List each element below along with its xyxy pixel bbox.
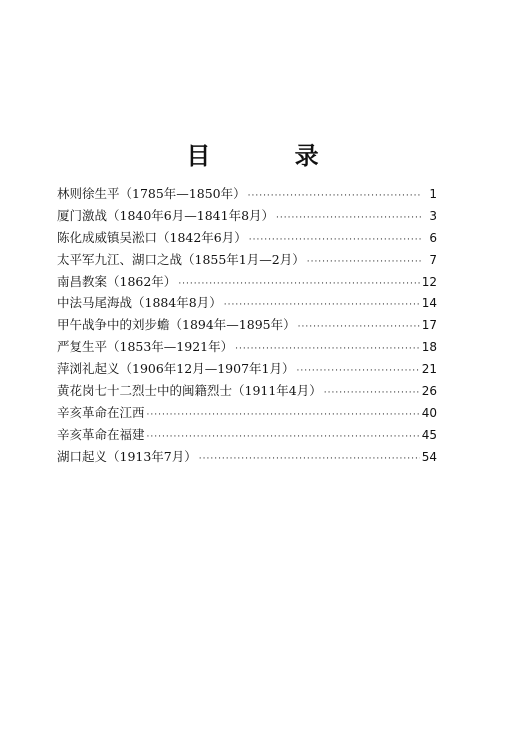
- toc-entry-page: 6: [429, 230, 437, 245]
- toc-entry-page: 54: [421, 449, 437, 464]
- toc-entry: [57, 293, 437, 315]
- toc-entry: [57, 403, 437, 425]
- toc-entry-page: 26: [421, 384, 437, 399]
- toc-entry-page: 40: [421, 405, 437, 420]
- toc-entry-title: 林则徐生平（1785年—1850年）: [57, 186, 246, 201]
- toc-entry: [57, 381, 437, 403]
- toc-entry-page: 12: [421, 274, 437, 289]
- toc-entry-title: 黄花岗七十二烈士中的闽籍烈士（1911年4月）: [57, 383, 322, 399]
- toc-entry-page: 14: [421, 296, 437, 311]
- toc-entry: [57, 359, 437, 381]
- toc-entry-page: 45: [421, 427, 437, 442]
- toc-entry-page: 18: [421, 340, 437, 355]
- dot-leader: [276, 213, 421, 223]
- toc-entry: [57, 228, 437, 250]
- toc-entry-title: 辛亥革命在福建: [57, 426, 145, 442]
- dot-leader: [307, 257, 421, 267]
- toc-entry: [57, 337, 437, 359]
- toc-entry-title: 萍浏礼起义（1906年12月—1907年1月）: [57, 361, 295, 377]
- toc-entry-title: 湖口起义（1913年7月）: [57, 448, 197, 464]
- table-of-contents: [57, 184, 437, 469]
- toc-entry-title: 厦门激战（1840年6月—1841年8月）: [57, 207, 275, 223]
- toc-entry-title: 甲午战争中的刘步蟾（1894年—1895年）: [57, 317, 296, 333]
- dot-leader: [249, 235, 421, 245]
- toc-entry-title: 中法马尾海战（1884年8月）: [57, 295, 222, 311]
- toc-entry-page: 1: [429, 187, 437, 201]
- toc-entry-title: 辛亥革命在江西: [57, 404, 145, 420]
- dot-leader: [178, 279, 419, 289]
- dot-leader: [147, 410, 420, 420]
- toc-entry: [57, 206, 437, 228]
- toc-entry-title: 太平军九江、湖口之战（1855年1月—2月）: [57, 251, 305, 267]
- dot-leader: [235, 344, 420, 354]
- toc-entry: [57, 425, 437, 447]
- toc-entry-title: 南昌教案（1862年）: [57, 273, 177, 289]
- dot-leader: [199, 454, 420, 464]
- dot-leader: [248, 191, 421, 201]
- dot-leader: [324, 388, 420, 398]
- toc-entry-title: 严复生平（1853年—1921年）: [57, 339, 234, 355]
- toc-entry: [57, 272, 437, 294]
- toc-entry: [57, 447, 437, 469]
- dot-leader: [296, 366, 419, 376]
- dot-leader: [147, 432, 420, 442]
- toc-entry: [57, 250, 437, 272]
- toc-entry-page: 7: [429, 252, 437, 267]
- dot-leader: [298, 322, 420, 332]
- toc-entry-page: 3: [429, 208, 437, 223]
- toc-entry: [57, 184, 437, 206]
- toc-entry-page: 17: [421, 318, 437, 333]
- dot-leader: [224, 300, 420, 310]
- toc-entry: [57, 315, 437, 337]
- toc-entry-page: 21: [421, 362, 437, 377]
- page-title: 目 录: [186, 142, 357, 171]
- toc-entry-title: 陈化成威镇吴淞口（1842年6月）: [57, 229, 247, 245]
